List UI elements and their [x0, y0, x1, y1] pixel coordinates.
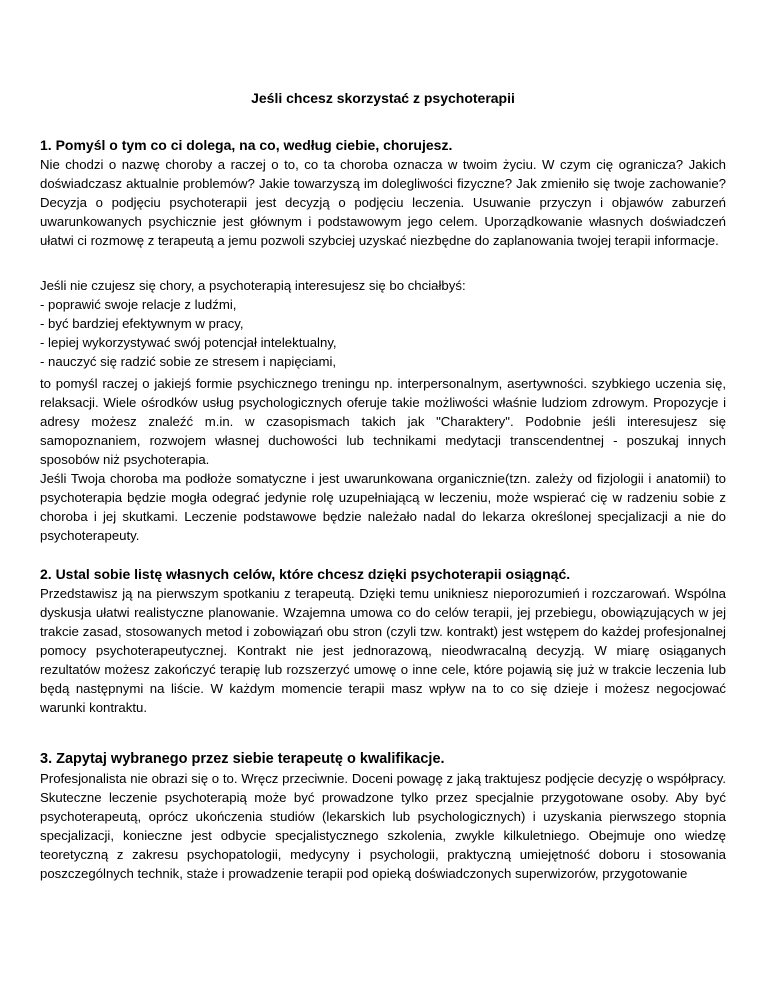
list-item: - poprawić swoje relacje z ludźmi, — [40, 297, 237, 312]
section-2-paragraph: Przedstawisz ją na pierwszym spotkaniu z terapeutą. Dzięki temu unikniesz nieporozumień i rozczarowań. Wspólna dyskusja ułatwi realistyczne planowanie. Wzajemna umowa co do celów terapii, jej przebiegu, obowiązujących w jej trakcie zasad, stosowanych metod i zobowiązań obu stron (czyli tzw. kontrakt) jest wstępem do każdej profesjonalnej pomocy psychoterapeutycznej. Kontrakt nie jest jednorazową, nieodwracalną decyzją. W miarę osiąganych rezultatów możesz zakończyć terapię lub rozszerzyć umowę o inne cele, które pojawią się już w trakcie leczenia lub będą następnymi na liście. W każdym momencie terapii masz wpływ na to co się dzieje i możesz negocjować warunki kontraktu. — [40, 586, 726, 715]
section-2-heading: 2. Ustal sobie listę własnych celów, które chcesz dzięki psychoterapii osiągnąć. — [40, 566, 571, 582]
list-item: - nauczyć się radzić sobie ze stresem i napięciami, — [40, 354, 337, 369]
section-3 — [40, 750, 726, 883]
section-1-paragraph-3: Jeśli Twoja choroba ma podłoże somatyczne i jest uwarunkowana organicznie(tzn. zależy od fizjologii i anatomii) to psychoterapia będzie mogła odegrać jedynie rolę uzupełniającą w leczeniu, może wspierać cię w radzeniu sobie z choroba i jej skutkami. Leczenie podstawowe będzie należało nadal do lekarza określonej specjalizacji a nie do psychoterapeuty. — [40, 471, 726, 543]
section-2 — [40, 565, 726, 717]
section-3-heading: 3. Zapytaj wybranego przez siebie terapeutę o kwalifikacje. — [40, 751, 445, 767]
list-item: - lepiej wykorzystywać swój potencjał intelektualny, — [40, 335, 337, 350]
section-1-list-intro: Jeśli nie czujesz się chory, a psychoterapią interesujesz się bo chciałbyś: — [40, 278, 466, 293]
section-1-paragraph-2: to pomyśl raczej o jakiejś formie psychicznego treningu np. interpersonalnym, asertywności. szybkiego uczenia się, relaksacji. Wiele ośrodków usług psychologicznych oferuje takie możliwości właśnie ludziom zdrowym. Propozycje i adresy możesz znaleźć m.in. w czasopismach takich jak "Charaktery". Podobnie jeśli interesujesz się samopoznaniem, rozwojem własnej duchowości lub technikami medytacji transcendentnej - poszukaj innych sposobów niż psychoterapia. — [40, 376, 726, 467]
section-1-paragraph: Nie chodzi o nazwę choroby a raczej o to, co ta choroba oznacza w twoim życiu. W czym cię ogranicza? Jakich doświadczasz aktualnie problemów? Jakie towarzyszą im dolegliwości fizyczne? Jak zmieniło się twoje zachowanie? Decyzja o podjęciu psychoterapii jest decyzją o podjęciu leczenia. Usuwanie przyczyn i objawów zaburzeń uwarunkowanych psychicznie jest głównym i podstawowym jego celem. Uporządkowanie własnych doświadczeń ułatwi ci rozmowę z terapeutą a jemu pozwoli szybciej uzyskać niezbędne do zaplanowania twojej terapii informacje. — [40, 157, 726, 248]
document-title: Jeśli chcesz skorzystać z psychoterapii — [251, 90, 515, 106]
section-1-list-block — [40, 276, 726, 371]
section-1 — [40, 136, 726, 250]
section-1-list — [40, 295, 726, 371]
section-3-paragraph: Profesjonalista nie obrazi się o to. Wręcz przeciwnie. Doceni powagę z jaką traktujesz podjęcie decyzję o współpracy. Skuteczne leczenie psychoterapią może być prowadzone tylko przez specjalnie przygotowane osoby. Aby być psychoterapeutą, oprócz ukończenia studiów (lekarskich lub psychologicznych) i uzyskania pierwszego stopnia specjalizacji, konieczne jest odbycie specjalistycznego szkolenia, zwykle kilkuletniego. Obejmuje ono wiedzę teoretyczną z zakresu psychopatologii, medycyny i psychologii, praktyczną umiejętność doboru i stosowania poszczególnych technik, staże i prowadzenie terapii pod opieką doświadczonych superwizorów, przygotowanie — [40, 771, 726, 881]
list-item: - być bardziej efektywnym w pracy, — [40, 316, 244, 331]
section-1-continuation — [40, 374, 726, 545]
section-1-heading: 1. Pomyśl o tym co ci dolega, na co, według ciebie, chorujesz. — [40, 137, 453, 153]
